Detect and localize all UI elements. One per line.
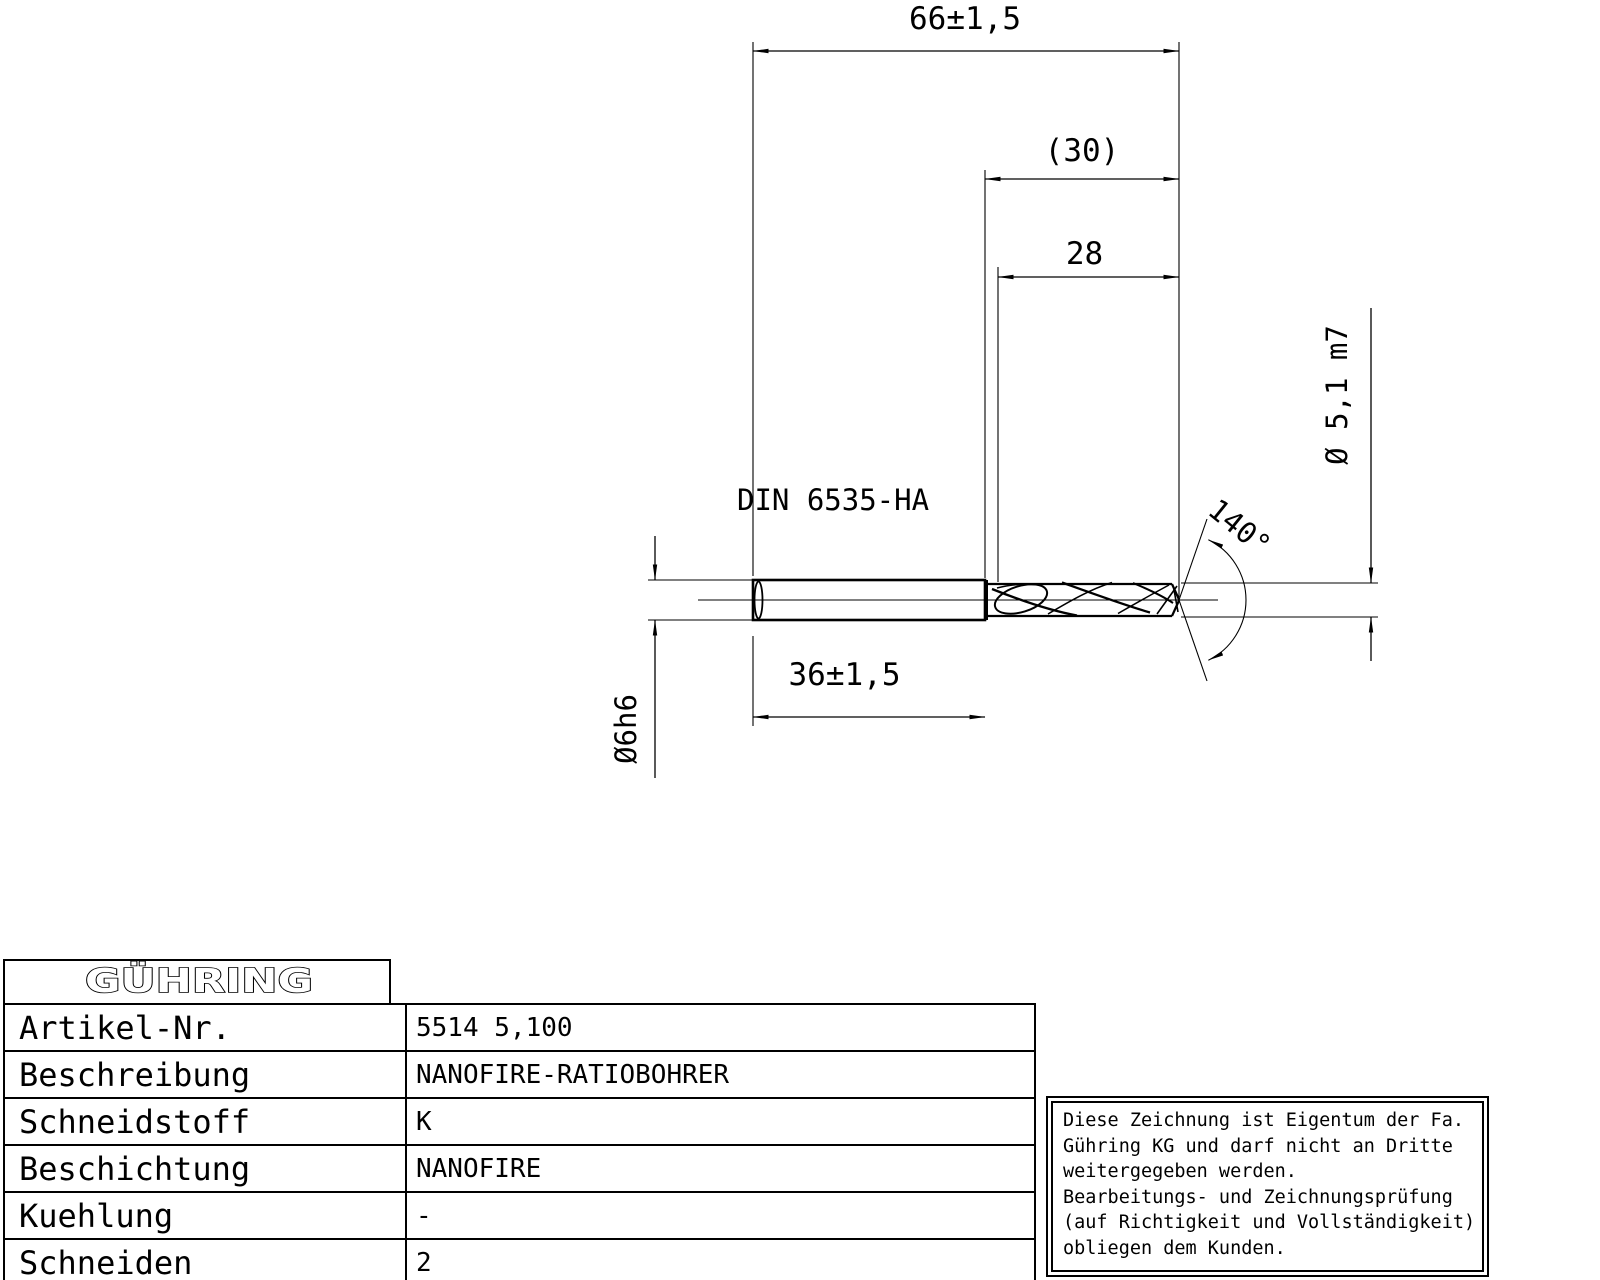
row-value: NANOFIRE-RATIOBOHRER (406, 1051, 1035, 1098)
row-label: Kuehlung (4, 1192, 406, 1239)
row-value: NANOFIRE (406, 1145, 1035, 1192)
dim-overall-length-text: 66±1,5 (909, 1, 1021, 37)
disclaimer-box (1046, 1096, 1489, 1277)
row-value: 5514 5,100 (406, 1004, 1035, 1051)
dim-drill-diameter-text: Ø 5,1 m7 (1320, 325, 1355, 465)
disclaimer-line: Diese Zeichnung ist Eigentum der Fa. (1063, 1110, 1464, 1131)
disclaimer-line: Bearbeitungs- und Zeichnungsprüfung (1063, 1186, 1453, 1208)
disclaimer-line: obliegen dem Kunden. (1063, 1237, 1286, 1259)
table-row (4, 1004, 1035, 1051)
table-row (4, 1239, 1035, 1280)
row-label: Artikel-Nr. (4, 1004, 406, 1051)
table-row (4, 1145, 1035, 1192)
row-value: - (406, 1192, 1035, 1239)
row-label: Beschichtung (4, 1145, 406, 1192)
disclaimer-line: weitergegeben werden. (1063, 1161, 1297, 1182)
shank-standard-text: DIN 6535-HA (737, 483, 930, 517)
dim-flute-length-ref-text: (30) (1044, 133, 1120, 169)
row-label: Beschreibung (4, 1051, 406, 1098)
table-row (4, 1051, 1035, 1098)
disclaimer-inner-border (1051, 1101, 1484, 1272)
row-value: K (406, 1098, 1035, 1145)
row-value: 2 (406, 1239, 1035, 1280)
disclaimer-line: Gühring KG und darf nicht an Dritte (1063, 1135, 1453, 1157)
dim-shank-length-text: 36±1,5 (788, 657, 901, 693)
manufacturer-logo-box (3, 959, 391, 1005)
title-block-table (3, 1003, 1036, 1280)
row-label: Schneidstoff (4, 1098, 406, 1145)
dim-shank-diameter-text: Ø6h6 (609, 694, 644, 764)
disclaimer-line: (auf Richtigkeit und Vollständigkeit) (1063, 1212, 1476, 1233)
table-row (4, 1098, 1035, 1145)
dim-flute-length-text: 28 (1065, 236, 1104, 272)
table-row (4, 1192, 1035, 1239)
guehring-logo (5, 961, 389, 1003)
row-label: Schneiden (4, 1239, 406, 1280)
logo-text: GÜHRING (85, 961, 259, 1000)
dim-point-angle-text: 140° (1201, 492, 1278, 563)
